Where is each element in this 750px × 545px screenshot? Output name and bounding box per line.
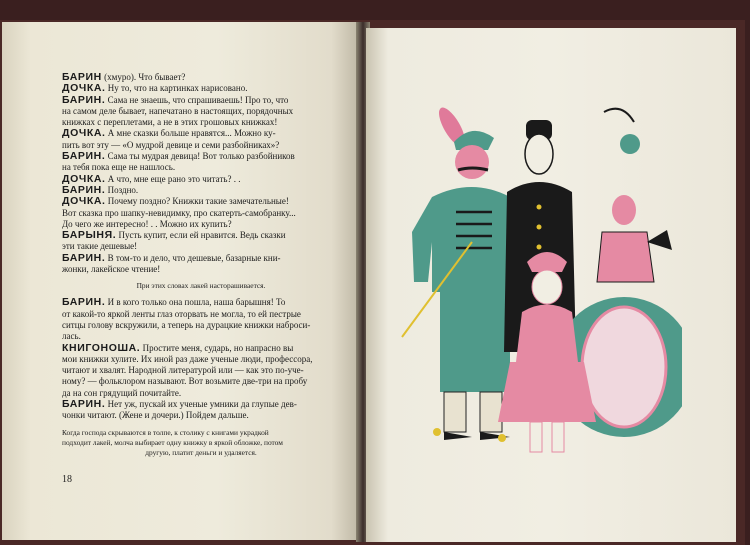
dialogue-line [62, 264, 340, 275]
dialogue-text: Почему поздно? Книжки такие замечательные! [105, 196, 289, 207]
dialogue-line [62, 151, 340, 162]
barin-figure [402, 104, 512, 440]
dialogue-text: До чего же интересно! . . Можно их купить? [62, 218, 232, 229]
dialogue-text: жонки, лакейское чтение! [62, 264, 161, 275]
flower-icon [433, 428, 441, 436]
flower-icon [498, 434, 506, 442]
dialogue-line [62, 174, 340, 185]
dialogue-text: ситцы голову вскружили, а теперь на дурацкие книжки наброси- [62, 319, 311, 330]
dialogue-text: на тебя пока еще не нашлось. [62, 162, 176, 173]
dialogue-text: чонки читают. (Жене и дочери.) Пойдем дальше. [62, 410, 249, 421]
dialogue-line [62, 365, 340, 376]
speaker-name: БАРИН. [62, 184, 106, 196]
dialogue-line [62, 162, 340, 173]
dialogue-text: Вот сказка про шапку-невидимку, про скатерть-самобранку... [62, 207, 296, 218]
dialogue-line [62, 208, 340, 219]
speaker-name: БАРИН. [62, 151, 106, 163]
dialogue-line [62, 253, 340, 264]
stage-direction-line: Когда господа скрываются в толпе, к столику с книгами украдкой [62, 427, 269, 437]
dialogue-line [62, 83, 340, 94]
dialogue-line [62, 343, 340, 354]
dialogue-text: ному? — фольклором называют. Вот возьмите две-три на пробу [62, 376, 308, 387]
dialogue-line [62, 117, 340, 128]
speaker-name: КНИГОНОША. [62, 342, 141, 354]
dialogue-text: книжках с переплетами, а не в этих грошовых книжках! [62, 117, 278, 128]
dialogue-line [62, 140, 340, 151]
dialogue-text: Нет уж, пускай их ученые умники да глупые дев- [105, 399, 297, 410]
dialogue-line [62, 320, 340, 331]
speaker-name: БАРЫНЯ. [62, 230, 117, 242]
speaker-name: БАРИН. [62, 94, 106, 106]
dialogue-text: И в кого только она пошла, наша барышня! То [105, 297, 286, 308]
dialogue-line [62, 72, 340, 83]
dialogue-line [62, 297, 340, 308]
dialogue-text: Сама не знаешь, что спрашиваешь! Про то, что [105, 94, 289, 105]
dialogue-text: Пусть купит, если ей нравится. Ведь сказки [116, 230, 286, 241]
dialogue-text: эти такие дешевые! [62, 241, 138, 252]
stage-direction: При этих словах лакей насторашивается. [136, 281, 266, 291]
dialogue-text: (хмуро). Что бывает? [101, 72, 186, 82]
dialogue-line [62, 95, 340, 106]
dialogue-text: пить вот эту — «О мудрой девице и семи разбойниках»? [62, 139, 280, 150]
dialogue-text: мои книжки хулите. Их иной раз даже ученые люди, профессора, [62, 353, 313, 364]
dialogue-text: В том-то и дело, что дешевые, базарные кни- [105, 252, 281, 263]
dialogue-line [62, 376, 340, 387]
dialogue-text: Ну то, что на картинках нарисовано. [105, 83, 248, 94]
dialogue-line [62, 309, 340, 320]
speaker-name: ДОЧКА. [62, 196, 106, 208]
dialogue-text: да на сон грядущий почитайте. [62, 387, 182, 398]
stage-direction-line: другую, платит деньги и удаляется. [145, 447, 257, 457]
speaker-name: БАРИН. [62, 252, 106, 264]
dialogue-line [62, 185, 340, 196]
dialogue-line [62, 331, 340, 342]
stage-direction-line: подходит лакей, молча выбирает одну книжку в яркой обложке, потом [62, 437, 283, 447]
page-number: 18 [62, 474, 72, 485]
dialogue-line [62, 241, 340, 252]
speaker-name: ДОЧКА. [62, 173, 106, 185]
speaker-name: ДОЧКА. [62, 128, 106, 140]
dialogue-text: лась. [62, 331, 81, 342]
dialogue-line [62, 399, 340, 410]
dialogue-line [62, 219, 340, 230]
speaker-name: БАРИН [62, 72, 102, 83]
dialogue-text: на самом деле бывает, напечатано в настоящих, порядочных [62, 105, 294, 116]
dialogue-text: Сама ты мудрая девица! Вот только разбойников [105, 151, 295, 162]
dialogue-line [62, 388, 340, 399]
dialogue-text: А что, мне еще рано это читать? . . [105, 173, 241, 184]
dialogue-line [62, 128, 340, 139]
dialogue-text: от какой-то яркой ленты глаз оторвать не могла, то ей пестрые [62, 308, 301, 319]
dialogue-line [62, 354, 340, 365]
dialogue-line [62, 230, 340, 241]
dialogue-line [62, 106, 340, 117]
speaker-name: БАРИН. [62, 399, 106, 411]
dialogue-text: Простите меня, сударь, но напрасно вы [140, 342, 294, 353]
dialogue-line [62, 196, 340, 207]
dialogue-text: Поздно. [105, 184, 139, 195]
play-text [62, 72, 340, 458]
speaker-name: ДОЧКА. [62, 83, 106, 95]
speaker-name: БАРИН. [62, 297, 106, 309]
illustration-figures [392, 92, 682, 462]
dialogue-line [62, 410, 340, 421]
dialogue-text: А мне сказки больше нравятся... Можно ку- [105, 128, 276, 139]
dialogue-text: читают и хвалят. Народной литературой или — как это по-уче- [62, 365, 304, 376]
